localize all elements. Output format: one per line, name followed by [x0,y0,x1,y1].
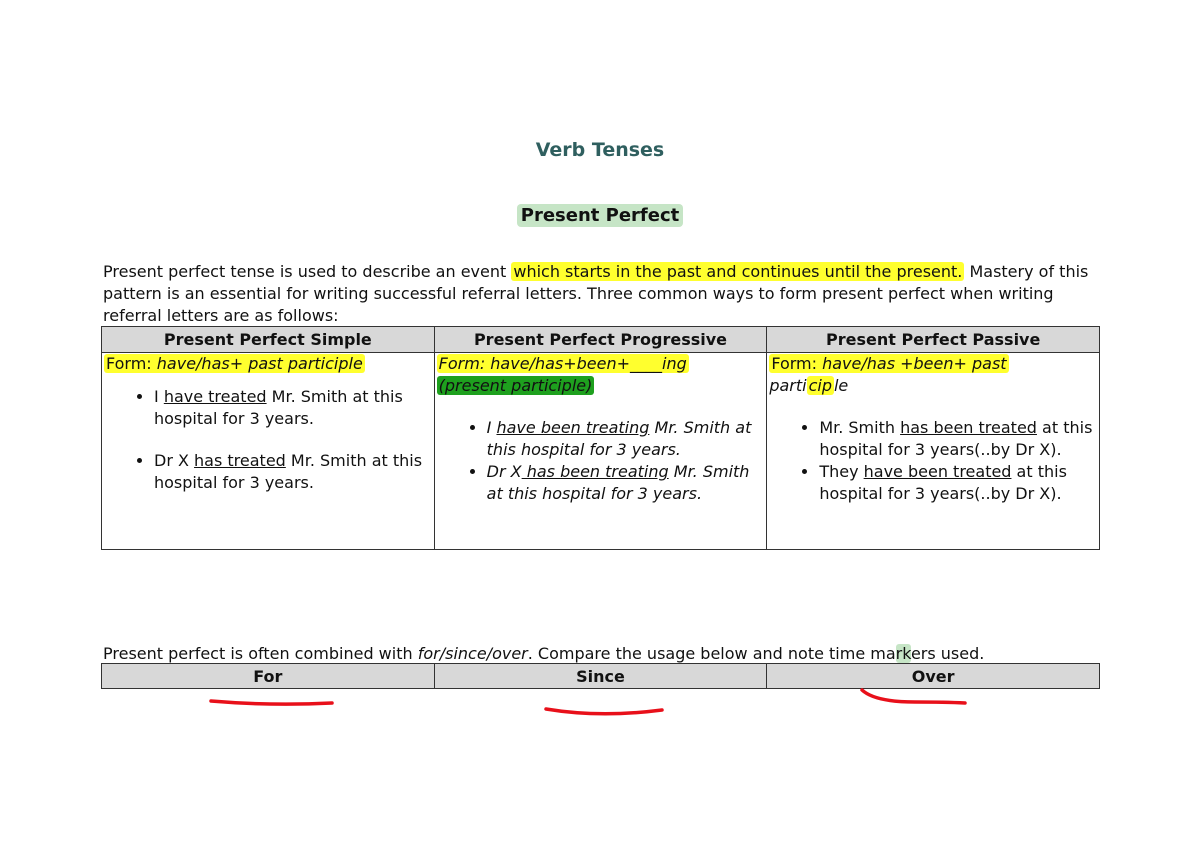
example-text: Mr. Smith at this hospital for 3 years. [486,462,750,503]
spacer [437,397,765,417]
passive-form-line2-b: cip [808,376,832,395]
passive-form [769,353,1097,375]
document-title: Verb Tenses [535,139,665,161]
combine-italic: for/since/over [417,644,528,663]
example-verb: have been treating [496,418,650,437]
header-passive: Present Perfect Passive [767,327,1100,353]
markers-header-row [102,664,1100,689]
example-text: Mr. Smith at this hospital for 3 years. [486,418,752,459]
example-verb: has treated [194,451,286,470]
simple-example-2 [154,450,432,494]
header-simple: Present Perfect Simple [102,327,435,353]
spacer [769,397,1097,417]
simple-examples [104,386,432,494]
example-text: Dr X [154,451,195,470]
example-text: I [486,418,497,437]
example-verb: has been treated [900,418,1037,437]
passive-example-2 [819,461,1097,505]
progressive-example-2 [487,461,765,505]
tenses-table [101,326,1100,550]
example-text: Mr. Smith at this hospital for 3 years. [154,451,423,492]
combine-paragraph [103,643,1093,665]
passive-form-line2-c: le [833,376,849,395]
red-underline-stroke-since [546,709,662,714]
example-text: Mr. Smith [819,418,901,437]
passive-form-line2-a: parti [769,376,807,395]
passive-form-value: have/has +been+ past [822,354,1007,373]
progressive-form-line1: Form: have/has+been+____ing [438,354,687,373]
example-text: They [819,462,864,481]
section-title: Present Perfect [517,204,683,227]
tenses-body-row [102,353,1100,550]
section-title-wrap [0,204,1200,227]
progressive-form [437,353,765,375]
header-since: Since [434,664,767,689]
tenses-header-row [102,327,1100,353]
example-text: Mr. Smith at this hospital for 3 years. [154,387,403,428]
passive-form-highlight [769,354,1008,373]
intro-highlight: which starts in the past and continues until the present. [513,262,963,281]
combine-highlight: rk [895,644,911,663]
cell-simple [102,353,435,550]
simple-form-label: Form: [106,354,157,373]
header-for: For [102,664,435,689]
intro-paragraph [103,261,1093,327]
header-over: Over [767,664,1100,689]
passive-form-2 [769,375,1097,397]
header-progressive: Present Perfect Progressive [434,327,767,353]
progressive-example-1 [487,417,765,461]
example-verb: have treated [163,387,267,406]
simple-example-1 [154,386,432,430]
passive-example-1 [819,417,1097,461]
example-text: at this hospital for 3 years(..by Dr X). [819,462,1067,503]
combine-text-1: Present perfect is often combined with [103,644,418,663]
progressive-form-2 [437,375,765,397]
passive-form-label: Form: [771,354,823,373]
spacer [104,375,432,386]
cell-progressive [434,353,767,550]
passive-examples [769,417,1097,505]
red-underline-stroke-over [862,690,965,703]
cell-passive [767,353,1100,550]
time-markers-table [101,663,1100,689]
combine-text-3: ers used. [910,644,985,663]
example-text: at this hospital for 3 years(..by Dr X). [819,418,1093,459]
example-verb: have been treated [863,462,1012,481]
simple-form-value: have/has+ past participle [156,354,363,373]
example-text: I [154,387,164,406]
progressive-form-line2: (present participle) [438,376,593,395]
example-verb: has been treating [521,462,669,481]
intro-text-1: Present perfect tense is used to describe an event [103,262,512,281]
combine-text-2: . Compare the usage below and note time ma [527,644,896,663]
intro-text-2: Mastery of this pattern is an essential for writing successful referral letters. Three common ways to form present perfect when writing referral letters are as follows: [103,262,1089,325]
simple-form [104,353,432,375]
simple-form-highlight [104,354,365,373]
progressive-examples [437,417,765,505]
red-underline-stroke-for [211,701,332,704]
example-text: Dr X [486,462,522,481]
